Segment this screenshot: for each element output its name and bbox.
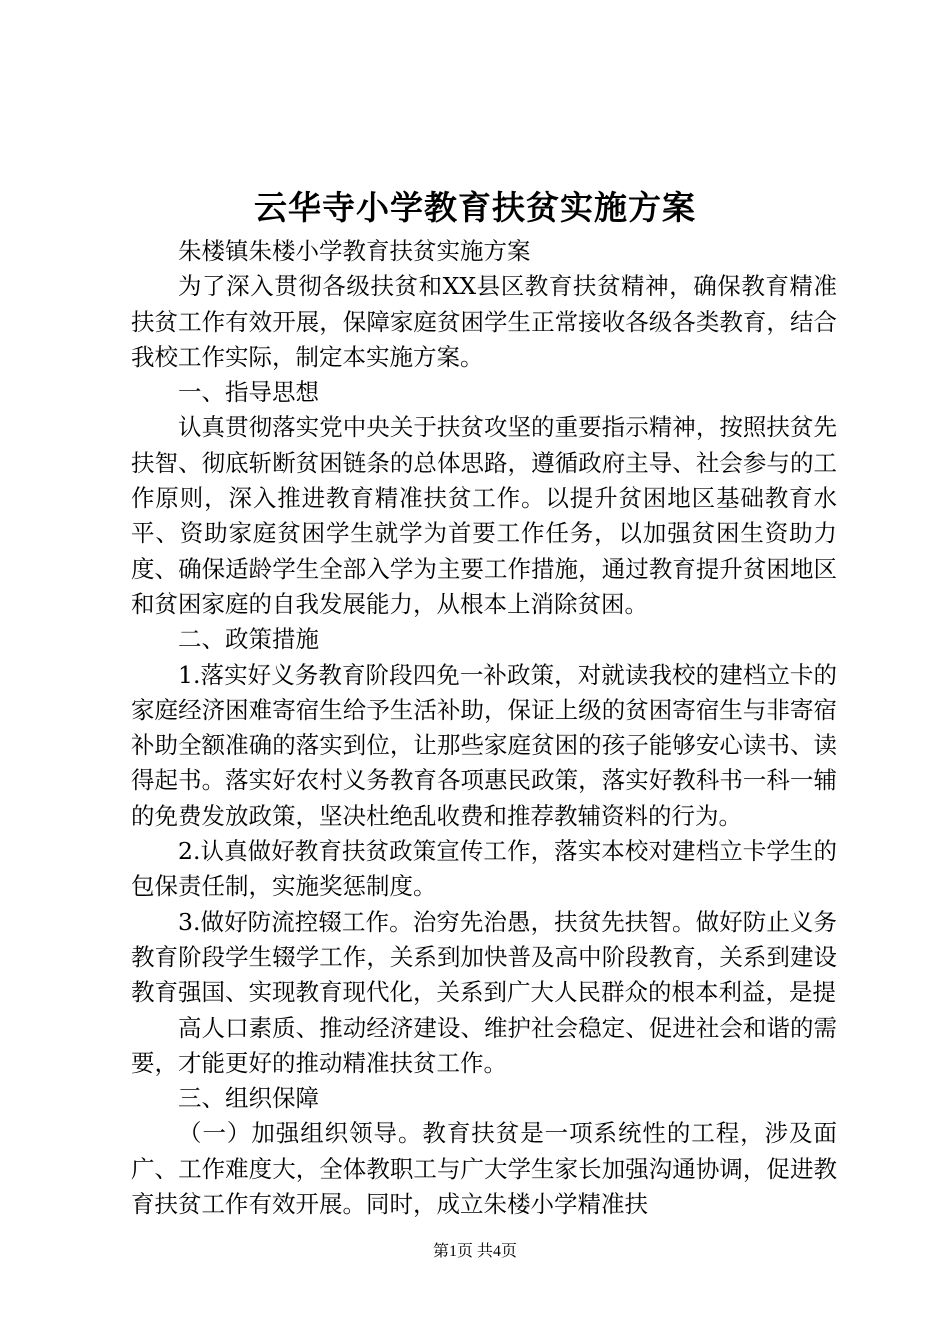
policy-item-3-continued: 高人口素质、推动经济建设、维护社会稳定、促进社会和谐的需要，才能更好的推动精准扶贫工作。 (131, 1013, 837, 1077)
document-body (131, 234, 837, 1222)
section-heading-guiding-thought: 一、指导思想 (178, 378, 319, 407)
organization-item-1: （一）加强组织领导。教育扶贫是一项系统性的工程，涉及面广、工作难度大，全体教职工与广大学生家长加强沟通协调，促进教育扶贫工作有效开展。同时，成立朱楼小学精准扶 (131, 1119, 837, 1219)
page-footer: 第1页 共4页 (432, 1243, 517, 1260)
section-heading-policy-measures: 二、政策措施 (178, 625, 319, 654)
subtitle-paragraph: 朱楼镇朱楼小学教育扶贫实施方案 (178, 237, 531, 265)
section-heading-organization: 三、组织保障 (178, 1084, 319, 1113)
document-title: 云华寺小学教育扶贫实施方案 (254, 188, 696, 227)
policy-item-1: 1.落实好义务教育阶段四免一补政策，对就读我校的建档立卡的家庭经济困难寄宿生给予生活补助，保证上级的贫困寄宿生与非寄宿补助全额准确的落实到位，让那些家庭贫困的孩子能够安心读书、读得起书。落实好农村义务教育各项惠民政策，落实好教科书一科一辅的免费发放政策，坚决杜绝乱收费和推荐教辅资料的行为。 (131, 660, 837, 830)
intro-paragraph: 为了深入贯彻各级扶贫和XX县区教育扶贫精神，确保教育精准扶贫工作有效开展，保障家庭贫困学生正常接收各级各类教育，结合我校工作实际，制定本实施方案。 (131, 272, 837, 371)
policy-item-3: 3.做好防流控辍工作。治穷先治愚，扶贫先扶智。做好防止义务教育阶段学生辍学工作，关系到加快普及高中阶段教育，关系到建设教育强国、实现教育现代化，关系到广大人民群众的根本利益，是提 (131, 907, 837, 1007)
guiding-thought-paragraph: 认真贯彻落实党中央关于扶贫攻坚的重要指示精神，按照扶贫先扶智、彻底斩断贫困链条的总体思路，遵循政府主导、社会参与的工作原则，深入推进教育精准扶贫工作。以提升贫困地区基础教育水平、资助家庭贫困学生就学为首要工作任务，以加强贫困生资助力度、确保适龄学生全部入学为主要工作措施，通过教育提升贫困地区和贫困家庭的自我发展能力，从根本上消除贫困。 (131, 413, 837, 618)
policy-item-2: 2.认真做好教育扶贫政策宣传工作，落实本校对建档立卡学生的包保责任制，实施奖惩制度。 (131, 837, 837, 901)
